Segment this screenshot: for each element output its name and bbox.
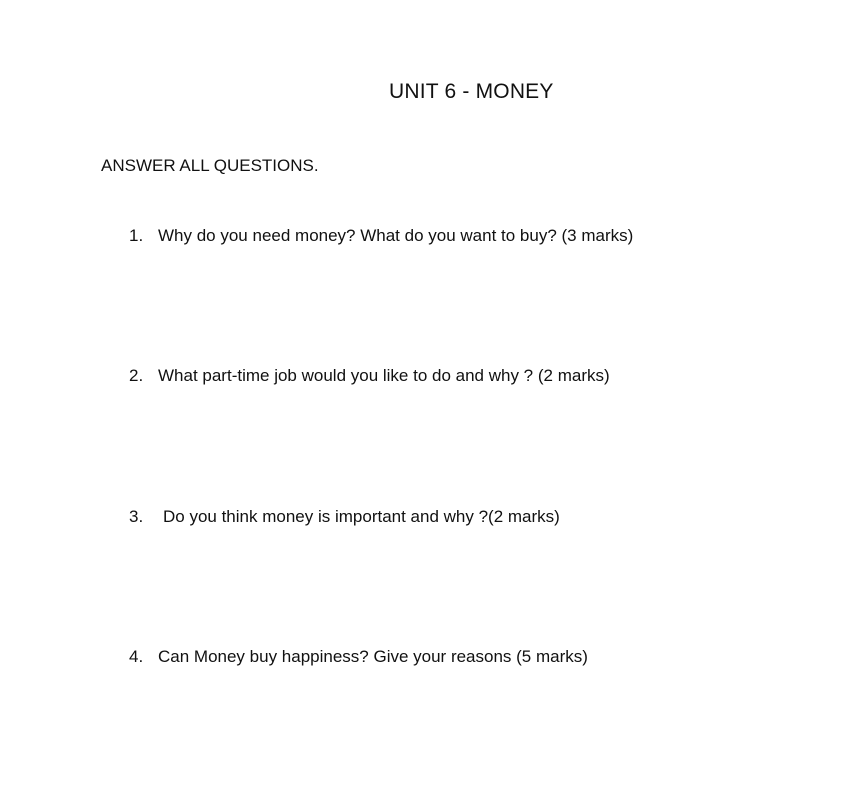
question-text: Do you think money is important and why ?(2 marks) bbox=[163, 507, 560, 526]
question-number: 2. bbox=[129, 366, 144, 385]
question-number: 1. bbox=[129, 226, 144, 245]
question-number: 4. bbox=[129, 647, 144, 666]
question-text: What part-time job would you like to do and why ? (2 marks) bbox=[158, 366, 610, 385]
page-title: UNIT 6 - MONEY bbox=[389, 80, 554, 103]
question-item bbox=[129, 226, 633, 246]
question-item bbox=[129, 507, 560, 527]
question-item bbox=[129, 647, 588, 667]
question-item bbox=[129, 366, 610, 386]
instruction-text: ANSWER ALL QUESTIONS. bbox=[101, 156, 319, 175]
question-text: Can Money buy happiness? Give your reasons (5 marks) bbox=[158, 647, 588, 666]
question-text: Why do you need money? What do you want to buy? (3 marks) bbox=[158, 226, 634, 245]
question-number: 3. bbox=[129, 507, 144, 526]
